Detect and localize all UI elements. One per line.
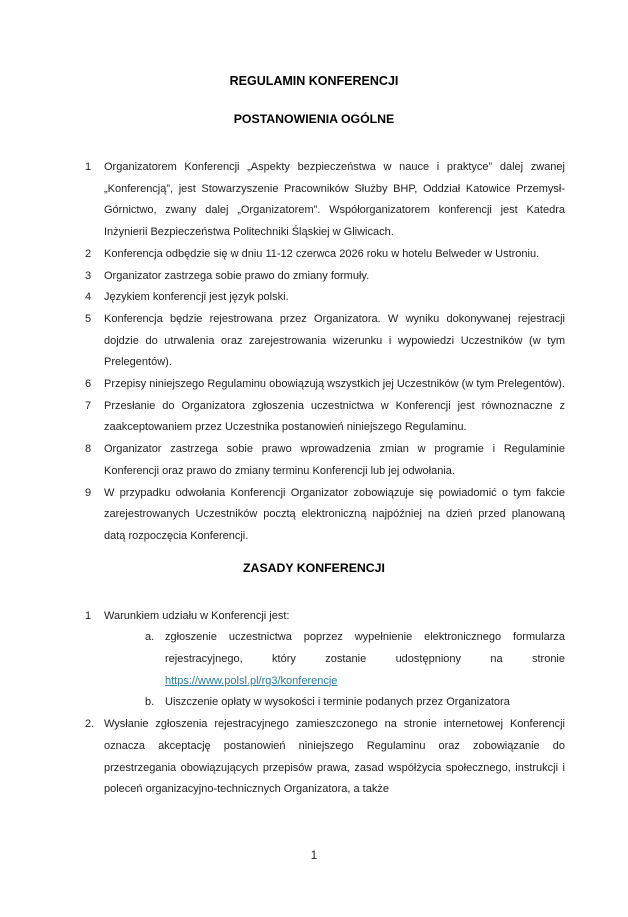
list-item-text: Organizator zastrzega sobie prawo do zmiany formuły. bbox=[104, 269, 370, 282]
list-item bbox=[63, 374, 565, 396]
document-title: REGULAMIN KONFERENCJI bbox=[229, 74, 399, 88]
zasady-list bbox=[63, 606, 565, 801]
list-item-text: Warunkiem udziału w Konferencji jest: bbox=[104, 609, 290, 622]
sub-list-item bbox=[63, 627, 565, 692]
list-item-number: 2. bbox=[85, 718, 95, 731]
list-item-text: Przepisy niniejszego Regulaminu obowiązują wszystkich jej Uczestników (w tym Prelegentów). bbox=[104, 378, 565, 391]
list-item bbox=[63, 439, 565, 482]
list-item-text: Przesłanie do Organizatora zgłoszenia uczestnictwa w Konferencji jest równoznaczne z zaakceptowaniem przez Uczestnika postanowień niniejszego Regulaminu. bbox=[104, 399, 565, 434]
sub-list-item-text: Uiszczenie opłaty w wysokości i terminie podanych przez Organizatora bbox=[165, 696, 510, 709]
list-item-number: 3 bbox=[85, 269, 92, 282]
list-item-number: 1 bbox=[85, 609, 92, 622]
list-item bbox=[63, 606, 565, 628]
sub-list-item bbox=[63, 692, 565, 714]
list-item-text: Organizatorem Konferencji „Aspekty bezpieczeństwa w nauce i praktyce” dalej zwanej „Konferencją”, jest Stowarzyszenie Pracowników Służby BHP, Oddział Katowice Przemysł-Górnictwo, zwany dalej „Organizatorem”. Współorganizatorem konferencji jest Katedra Inżynierii Bezpieczeństwa Politechniki Śląskiej w Gliwicach. bbox=[104, 161, 565, 239]
page-number: 1 bbox=[310, 850, 318, 862]
sub-list-item-letter: a. bbox=[145, 631, 155, 644]
list-item-number: 8 bbox=[85, 443, 92, 456]
list-item-number: 1 bbox=[85, 161, 92, 173]
sub-list-item-letter: b. bbox=[145, 696, 155, 709]
list-item-text: W przypadku odwołania Konferencji Organizator zobowiązuje się powiadomić o tym fakcie zarejestrowanych Uczestników pocztą elektroniczną najpóźniej na dzień przed planowaną datą rozpoczęcia Konferencji. bbox=[104, 486, 565, 542]
list-item bbox=[63, 157, 565, 244]
list-item-number: 4 bbox=[85, 291, 92, 304]
list-item bbox=[63, 287, 565, 309]
registration-link[interactable]: https://www.polsl.pl/rg3/konferencje bbox=[165, 674, 338, 687]
list-item-number: 2 bbox=[85, 247, 92, 260]
list-item-number: 5 bbox=[85, 312, 92, 325]
list-item-text: Organizator zastrzega sobie prawo wprowadzenia zmian w programie i Regulaminie Konferencji oraz prawo do zmiany terminu Konferencji lub jej odwołania. bbox=[104, 443, 565, 477]
list-item bbox=[63, 244, 565, 266]
list-item-text: Językiem konferencji jest język polski. bbox=[104, 291, 289, 304]
list-item bbox=[63, 714, 565, 801]
list-item bbox=[63, 266, 565, 288]
postanowienia-list bbox=[63, 157, 565, 548]
sub-list-item-text-before-link: zgłoszenie uczestnictwa poprzez wypełnienie elektronicznego formularza rejestracyjnego, który zostanie udostępniony na stronie bbox=[165, 631, 565, 666]
list-item bbox=[63, 396, 565, 439]
section-heading-postanowienia-ogolne: POSTANOWIENIA OGÓLNE bbox=[233, 112, 395, 126]
list-item-number: 9 bbox=[85, 486, 92, 499]
list-item-text: Konferencja odbędzie się w dniu 11-12 czerwca 2026 roku w hotelu Belweder w Ustroniu. bbox=[104, 247, 540, 260]
list-item bbox=[63, 483, 565, 548]
list-item-text: Wysłanie zgłoszenia rejestracyjnego zamieszczonego na stronie internetowej Konferencji oznacza akceptację postanowień niniejszego Regulaminu oraz zobowiązanie do przestrzegania obowiązujących przepisów prawa, zasad współżycia społecznego, instrukcji i poleceń organizacyjno-technicznych Organizatora, a także bbox=[104, 718, 565, 796]
list-item-number: 7 bbox=[85, 399, 92, 412]
list-item bbox=[63, 309, 565, 374]
sub-list-item-text bbox=[165, 627, 565, 692]
list-item-text: Konferencja będzie rejestrowana przez Organizatora. W wyniku dokonywanej rejestracji dojdzie do utrwalenia oraz zarejestrowania wizerunku i wypowiedzi Uczestników (w tym Prelegentów). bbox=[104, 312, 565, 369]
section-heading-zasady-konferencji: ZASADY KONFERENCJI bbox=[243, 560, 385, 575]
list-item-number: 6 bbox=[85, 378, 92, 391]
